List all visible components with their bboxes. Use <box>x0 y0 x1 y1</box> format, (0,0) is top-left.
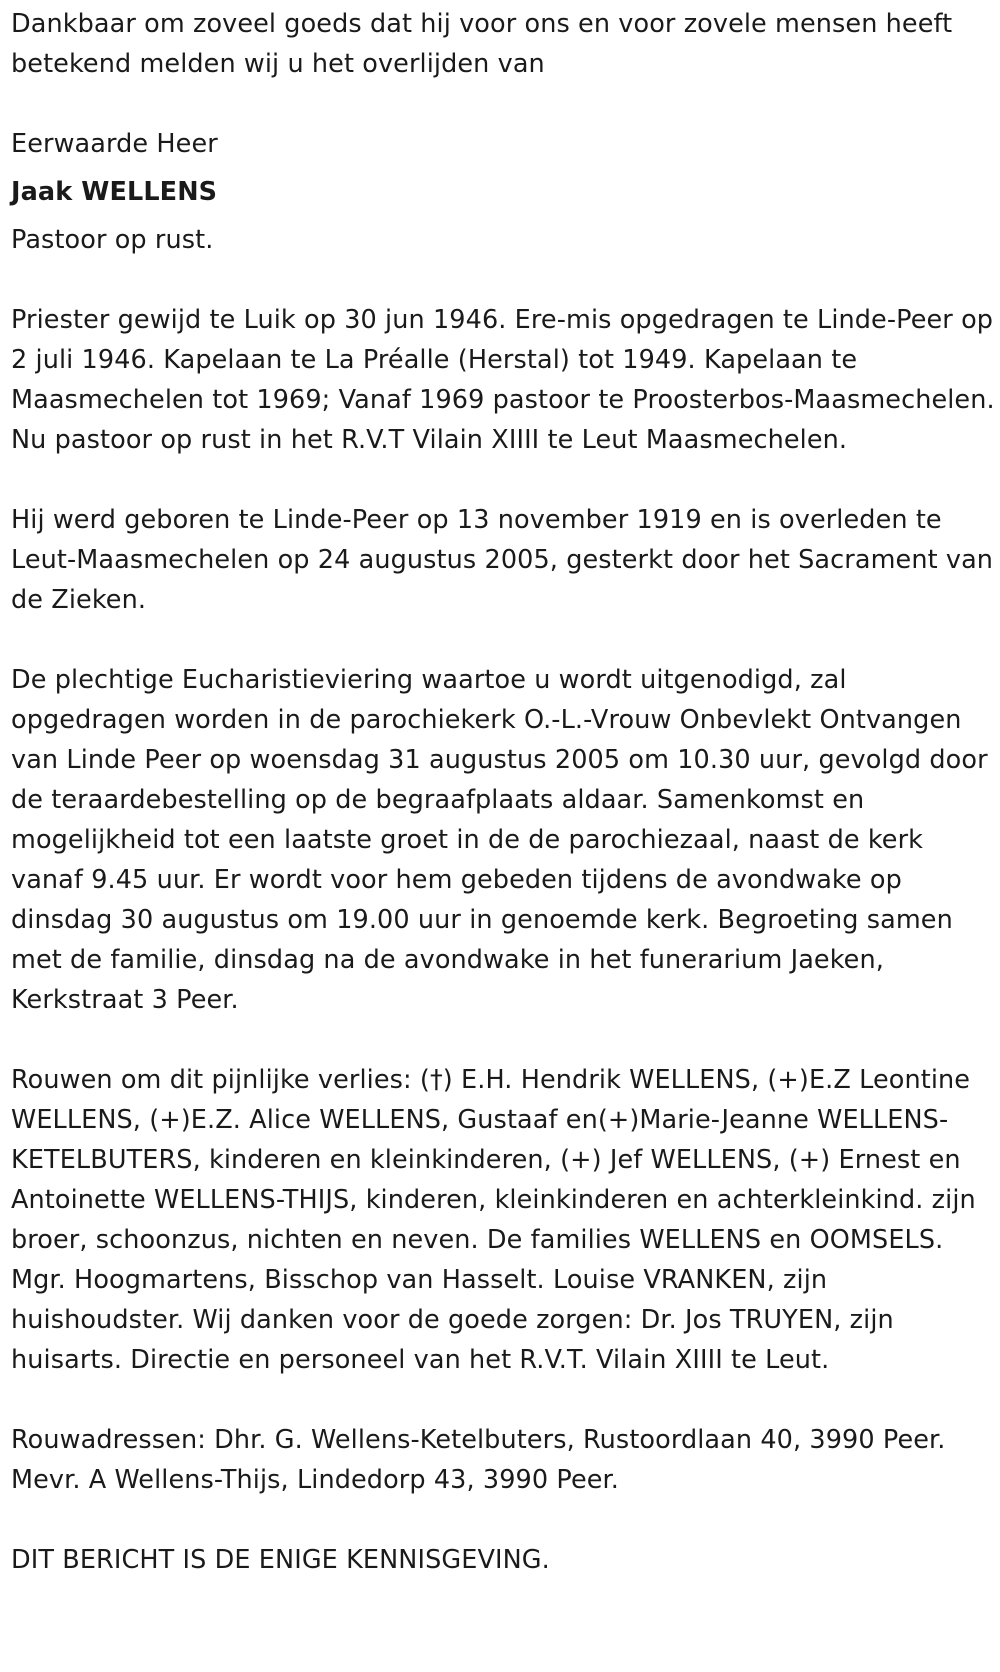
addresses-paragraph: Rouwadressen: Dhr. G. Wellens-Ketelbuters, Rustoordlaan 40, 3990 Peer. Mevr. A Wellens-Thijs, Lindedorp 43, 3990 Peer. <box>11 1425 946 1495</box>
spacer <box>11 1020 996 1060</box>
intro-paragraph: Dankbaar om zoveel goeds dat hij voor ons en voor zovele mensen heeft betekend melden wij u het overlijden van <box>11 9 953 79</box>
spacer <box>11 1380 996 1420</box>
spacer <box>11 620 996 660</box>
spacer <box>11 260 996 300</box>
spacer <box>11 164 996 172</box>
closing-line: DIT BERICHT IS DE ENIGE KENNISGEVING. <box>11 1545 550 1575</box>
mourners-paragraph: Rouwen om dit pijnlijke verlies: (†) E.H. Hendrik WELLENS, (+)E.Z Leontine WELLENS, (+)E.Z. Alice WELLENS, Gustaaf en(+)Marie-Jeanne WELLENS-KETELBUTERS, kinderen en kleinkinderen, (+) Jef WELLENS, (+) Ernest en Antoinette WELLENS-THIJS, kinderen, kleinkinderen en achterkleinkind. zijn broer, schoonzus, nichten en neven. De families WELLENS en OOMSELS. Mgr. Hoogmartens, Bisschop van Hasselt. Louise VRANKEN, zijn huishoudster. Wij danken voor de goede zorgen: Dr. Jos TRUYEN, zijn huisarts. Directie en personeel van het R.V.T. Vilain XIIII te Leut. <box>11 1065 976 1375</box>
spacer <box>11 212 996 220</box>
spacer <box>11 84 996 124</box>
deceased-name: Jaak WELLENS <box>11 177 218 207</box>
career-paragraph: Priester gewijd te Luik op 30 jun 1946. Ere-mis opgedragen te Linde-Peer op 2 juli 1946. Kapelaan te La Préalle (Herstal) tot 1949. Kapelaan te Maasmechelen tot 1969; Vanaf 1969 pastoor te Proosterbos-Maasmechelen. Nu pastoor op rust in het R.V.T Vilain XIIII te Leut Maasmechelen. <box>11 305 995 455</box>
title-line: Eerwaarde Heer <box>11 129 218 159</box>
spacer <box>11 1500 996 1540</box>
obituary-document <box>11 4 996 1580</box>
ceremony-paragraph: De plechtige Eucharistieviering waartoe u wordt uitgenodigd, zal opgedragen worden in de parochiekerk O.-L.-Vrouw Onbevlekt Ontvangen van Linde Peer op woensdag 31 augustus 2005 om 10.30 uur, gevolgd door de teraardebestelling op de begraafplaats aldaar. Samenkomst en mogelijkheid tot een laatste groet in de de parochiezaal, naast de kerk vanaf 9.45 uur. Er wordt voor hem gebeden tijdens de avondwake op dinsdag 30 augustus om 19.00 uur in genoemde kerk. Begroeting samen met de familie, dinsdag na de avondwake in het funerarium Jaeken, Kerkstraat 3 Peer. <box>11 665 988 1015</box>
birth-death-paragraph: Hij werd geboren te Linde-Peer op 13 november 1919 en is overleden te Leut-Maasmechelen op 24 augustus 2005, gesterkt door het Sacrament van de Zieken. <box>11 505 994 615</box>
role-line: Pastoor op rust. <box>11 225 214 255</box>
spacer <box>11 460 996 500</box>
